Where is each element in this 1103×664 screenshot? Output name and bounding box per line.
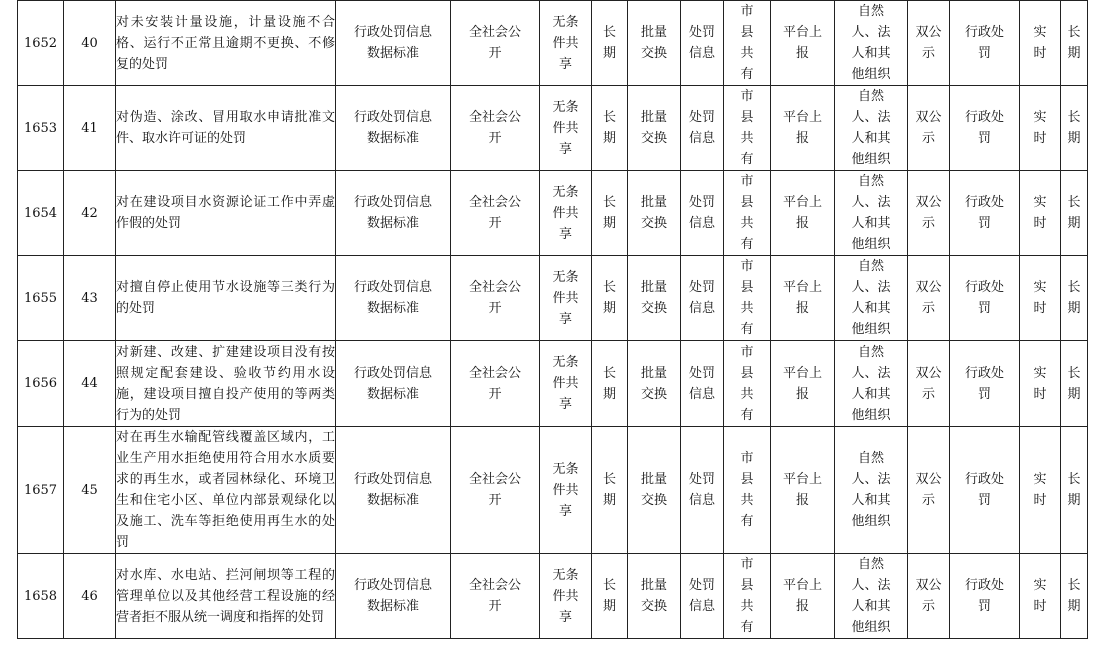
seq-cell: 1652 bbox=[18, 1, 64, 86]
info-category-cell: 处罚 信息 bbox=[688, 280, 715, 316]
publicity-cell: 双公 示 bbox=[915, 472, 942, 508]
item-name-cell: 对擅自停止使用节水设施等三类行为的处罚 bbox=[116, 256, 336, 341]
share-condition-cell: 无条 件共 享 bbox=[552, 184, 579, 242]
info-category-cell: 处罚 信息 bbox=[688, 578, 715, 614]
share-period-cell: 长 期 bbox=[602, 25, 616, 61]
share-condition-cell: 无条 件共 享 bbox=[552, 461, 579, 519]
open-scope-cell: 全社会公 开 bbox=[468, 110, 521, 146]
data-standard-cell: 行政处罚信息 数据标准 bbox=[353, 280, 432, 316]
open-scope-cell: 全社会公 开 bbox=[468, 578, 521, 614]
open-scope-cell: 全社会公 开 bbox=[468, 195, 521, 231]
data-standard-cell: 行政处罚信息 数据标准 bbox=[353, 110, 432, 146]
report-channel-cell: 平台上 报 bbox=[782, 25, 822, 61]
publicity-cell: 双公 示 bbox=[915, 195, 942, 231]
level-cell: 市 县 共 有 bbox=[740, 344, 754, 423]
info-category-cell: 处罚 信息 bbox=[688, 195, 715, 231]
seq-cell: 1653 bbox=[18, 86, 64, 171]
item-number-cell: 40 bbox=[64, 1, 116, 86]
share-method-cell: 批量 交换 bbox=[640, 472, 667, 508]
share-period-cell: 长 期 bbox=[602, 365, 616, 402]
open-scope-cell: 全社会公 开 bbox=[468, 280, 521, 316]
data-standard-cell: 行政处罚信息 数据标准 bbox=[353, 472, 432, 508]
table-row bbox=[18, 341, 1088, 427]
item-name-cell: 对伪造、涂改、冒用取水申请批准文件、取水许可证的处罚 bbox=[116, 86, 336, 171]
share-period-cell: 长 期 bbox=[602, 110, 616, 146]
publicity-cell: 双公 示 bbox=[915, 25, 942, 61]
data-standard-cell: 行政处罚信息 数据标准 bbox=[353, 195, 432, 231]
seq-cell: 1654 bbox=[18, 171, 64, 256]
update-cell: 实 时 bbox=[1033, 25, 1047, 61]
item-name-cell: 对在建设项目水资源论证工作中弄虚作假的处罚 bbox=[116, 171, 336, 256]
item-number-cell: 44 bbox=[64, 341, 116, 427]
level-cell: 市 县 共 有 bbox=[740, 174, 754, 252]
info-category-cell: 处罚 信息 bbox=[688, 25, 715, 61]
validity-cell: 长 期 bbox=[1067, 472, 1081, 508]
report-channel-cell: 平台上 报 bbox=[782, 365, 822, 402]
update-cell: 实 时 bbox=[1033, 195, 1047, 231]
share-condition-cell: 无条 件共 享 bbox=[552, 269, 579, 327]
action-type-cell: 行政处 罚 bbox=[964, 25, 1004, 61]
subject-cell: 自然 人、法 人和其 他组织 bbox=[851, 89, 891, 167]
item-number-cell: 42 bbox=[64, 171, 116, 256]
table-row bbox=[18, 427, 1088, 554]
item-name-cell: 对新建、改建、扩建建设项目没有按照规定配套建设、验收节约用水设施，建设项目擅自投产使用的等两类行为的处罚 bbox=[116, 341, 336, 427]
publicity-cell: 双公 示 bbox=[915, 110, 942, 146]
share-period-cell: 长 期 bbox=[602, 472, 616, 508]
action-type-cell: 行政处 罚 bbox=[964, 195, 1004, 231]
table-row bbox=[18, 171, 1088, 256]
share-condition-cell: 无条 件共 享 bbox=[552, 355, 579, 412]
publicity-cell: 双公 示 bbox=[915, 578, 942, 614]
open-scope-cell: 全社会公 开 bbox=[468, 25, 521, 61]
item-number-cell: 43 bbox=[64, 256, 116, 341]
share-method-cell: 批量 交换 bbox=[640, 280, 667, 316]
item-number-cell: 45 bbox=[64, 427, 116, 554]
item-name-cell: 对在再生水输配管线覆盖区域内，工业生产用水拒绝使用符合用水水质要求的再生水，或者园林绿化、环境卫生和住宅小区、单位内部景观绿化以及施工、洗车等拒绝使用再生水的处罚 bbox=[116, 427, 336, 554]
level-cell: 市 县 共 有 bbox=[740, 89, 754, 167]
info-category-cell: 处罚 信息 bbox=[688, 365, 715, 402]
validity-cell: 长 期 bbox=[1067, 110, 1081, 146]
open-scope-cell: 全社会公 开 bbox=[468, 365, 521, 402]
seq-cell: 1655 bbox=[18, 256, 64, 341]
share-period-cell: 长 期 bbox=[602, 195, 616, 231]
report-channel-cell: 平台上 报 bbox=[782, 472, 822, 508]
action-type-cell: 行政处 罚 bbox=[964, 280, 1004, 316]
table-row bbox=[18, 1, 1088, 86]
open-scope-cell: 全社会公 开 bbox=[468, 472, 521, 508]
update-cell: 实 时 bbox=[1033, 578, 1047, 614]
action-type-cell: 行政处 罚 bbox=[964, 472, 1004, 508]
subject-cell: 自然 人、法 人和其 他组织 bbox=[851, 259, 891, 337]
seq-cell: 1657 bbox=[18, 427, 64, 554]
share-method-cell: 批量 交换 bbox=[640, 25, 667, 61]
seq-cell: 1658 bbox=[18, 554, 64, 639]
item-name-cell: 对水库、水电站、拦河闸坝等工程的管理单位以及其他经营工程设施的经营者拒不服从统一调度和指挥的处罚 bbox=[116, 554, 336, 639]
validity-cell: 长 期 bbox=[1067, 365, 1081, 402]
subject-cell: 自然 人、法 人和其 他组织 bbox=[851, 344, 891, 423]
action-type-cell: 行政处 罚 bbox=[964, 365, 1004, 402]
item-name-cell: 对未安装计量设施，计量设施不合格、运行不正常且逾期不更换、不修复的处罚 bbox=[116, 1, 336, 86]
update-cell: 实 时 bbox=[1033, 472, 1047, 508]
info-category-cell: 处罚 信息 bbox=[688, 472, 715, 508]
action-type-cell: 行政处 罚 bbox=[964, 578, 1004, 614]
validity-cell: 长 期 bbox=[1067, 195, 1081, 231]
share-period-cell: 长 期 bbox=[602, 578, 616, 614]
table-row bbox=[18, 554, 1088, 639]
update-cell: 实 时 bbox=[1033, 110, 1047, 146]
subject-cell: 自然 人、法 人和其 他组织 bbox=[851, 557, 891, 635]
publicity-cell: 双公 示 bbox=[915, 365, 942, 402]
share-condition-cell: 无条 件共 享 bbox=[552, 99, 579, 157]
level-cell: 市 县 共 有 bbox=[740, 259, 754, 337]
data-standard-cell: 行政处罚信息 数据标准 bbox=[353, 25, 432, 61]
share-condition-cell: 无条 件共 享 bbox=[552, 14, 579, 72]
level-cell: 市 县 共 有 bbox=[740, 557, 754, 635]
table-row bbox=[18, 86, 1088, 171]
info-category-cell: 处罚 信息 bbox=[688, 110, 715, 146]
share-method-cell: 批量 交换 bbox=[640, 110, 667, 146]
validity-cell: 长 期 bbox=[1067, 25, 1081, 61]
share-period-cell: 长 期 bbox=[602, 280, 616, 316]
table-row bbox=[18, 256, 1088, 341]
report-channel-cell: 平台上 报 bbox=[782, 195, 822, 231]
item-number-cell: 41 bbox=[64, 86, 116, 171]
data-table bbox=[17, 0, 1088, 639]
update-cell: 实 时 bbox=[1033, 280, 1047, 316]
seq-cell: 1656 bbox=[18, 341, 64, 427]
report-channel-cell: 平台上 报 bbox=[782, 280, 822, 316]
subject-cell: 自然 人、法 人和其 他组织 bbox=[851, 451, 891, 529]
data-standard-cell: 行政处罚信息 数据标准 bbox=[353, 578, 432, 614]
share-method-cell: 批量 交换 bbox=[640, 195, 667, 231]
update-cell: 实 时 bbox=[1033, 365, 1047, 402]
level-cell: 市 县 共 有 bbox=[740, 451, 754, 529]
subject-cell: 自然 人、法 人和其 他组织 bbox=[851, 4, 891, 82]
action-type-cell: 行政处 罚 bbox=[964, 110, 1004, 146]
share-method-cell: 批量 交换 bbox=[640, 365, 667, 402]
level-cell: 市 县 共 有 bbox=[740, 4, 754, 82]
share-method-cell: 批量 交换 bbox=[640, 578, 667, 614]
report-channel-cell: 平台上 报 bbox=[782, 110, 822, 146]
subject-cell: 自然 人、法 人和其 他组织 bbox=[851, 174, 891, 252]
item-number-cell: 46 bbox=[64, 554, 116, 639]
table-body bbox=[18, 1, 1088, 639]
data-standard-cell: 行政处罚信息 数据标准 bbox=[353, 365, 432, 402]
validity-cell: 长 期 bbox=[1067, 578, 1081, 614]
report-channel-cell: 平台上 报 bbox=[782, 578, 822, 614]
publicity-cell: 双公 示 bbox=[915, 280, 942, 316]
validity-cell: 长 期 bbox=[1067, 280, 1081, 316]
share-condition-cell: 无条 件共 享 bbox=[552, 567, 579, 625]
